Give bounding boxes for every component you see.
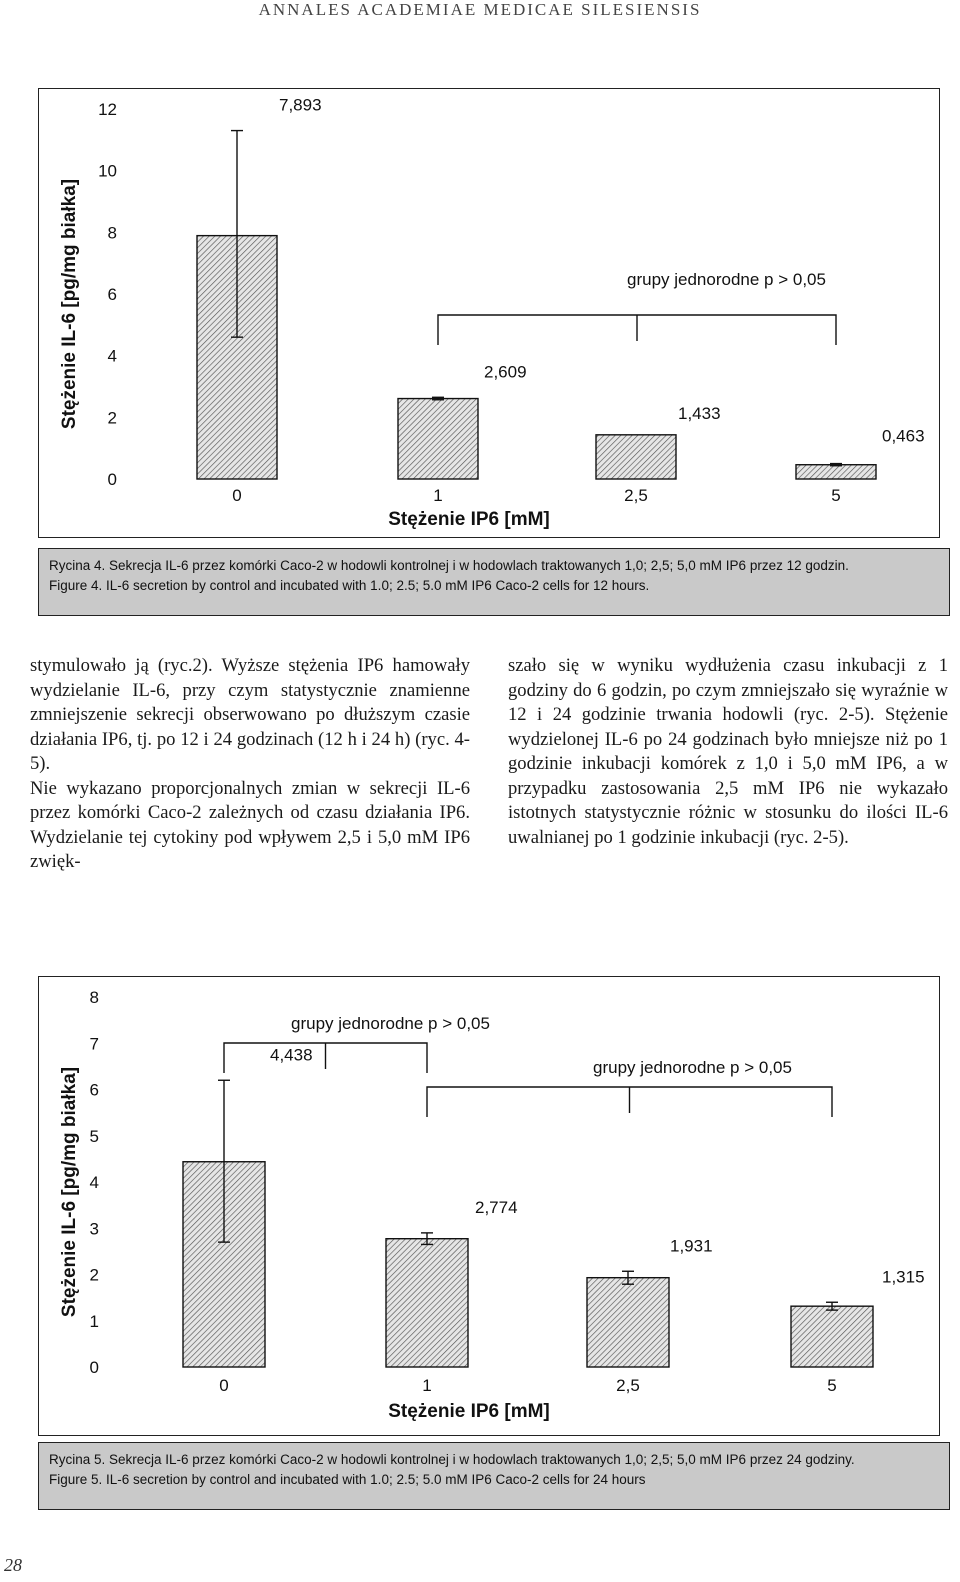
- y-tick-label: 3: [89, 1219, 99, 1239]
- y-tick-label: 8: [89, 988, 99, 1007]
- data-label: 1,315: [882, 1267, 925, 1287]
- y-axis-label: Stężenie IL-6 [pg/mg białka]: [59, 1066, 80, 1318]
- bar: [596, 435, 676, 479]
- figure-4-caption-en: Figure 4. IL-6 secretion by control and incubated with 1.0; 2.5; 5.0 mM IP6 Caco-2 cells for 12 hours.: [49, 578, 650, 593]
- data-label: 1,931: [670, 1236, 713, 1256]
- bracket-label: grupy jednorodne p > 0,05: [593, 1058, 792, 1077]
- figure-5-caption-en: Figure 5. IL-6 secretion by control and incubated with 1.0; 2.5; 5.0 mM IP6 Caco-2 cells for 24 hours: [49, 1472, 646, 1487]
- data-label: 1,433: [678, 403, 721, 423]
- x-axis-label: Stężenie IP6 [mM]: [388, 1401, 550, 1422]
- x-tick-label: 5: [831, 486, 841, 505]
- body-paragraph: stymulowało ją (ryc.2). Wyższe stężenia IP6 hamowały wydzielanie IL-6, przy czym statystycznie znamienne zmniejszenie sekrecji obserwowano po dłuższym czasie działania IP6, tj. po 12 i 24 godzinach (12 h i 24 h) (ryc. 4-5).: [30, 655, 470, 774]
- x-tick-label: 1: [433, 486, 443, 505]
- bar: [587, 1278, 669, 1367]
- bar: [791, 1306, 873, 1367]
- y-tick-label: 0: [89, 1358, 99, 1377]
- x-tick-label: 5: [827, 1376, 837, 1395]
- figure-4-chart: [39, 89, 939, 537]
- data-label: 7,893: [279, 95, 322, 115]
- figure-4-caption: [38, 548, 950, 616]
- bracket-label: grupy jednorodne p > 0,05: [627, 270, 826, 289]
- x-tick-label: 0: [232, 486, 242, 505]
- data-label: 4,438: [270, 1045, 313, 1065]
- x-axis-label: Stężenie IP6 [mM]: [388, 509, 550, 530]
- x-tick-label: 0: [219, 1376, 229, 1395]
- y-axis-label: Stężenie IL-6 [pg/mg białka]: [59, 178, 80, 430]
- y-tick-label: 4: [107, 346, 117, 366]
- x-tick-label: 2,5: [616, 1376, 640, 1395]
- figure-5-caption: [38, 1442, 950, 1510]
- y-tick-label: 12: [98, 100, 117, 119]
- figure-4-chart-box: [38, 88, 940, 538]
- data-label: 2,774: [475, 1197, 518, 1217]
- y-tick-label: 6: [89, 1080, 99, 1100]
- y-tick-label: 5: [89, 1126, 99, 1146]
- x-tick-label: 2,5: [624, 486, 648, 505]
- figure-4-caption-pl: Rycina 4. Sekrecja IL-6 przez komórki Caco-2 w hodowli kontrolnej i w hodowlach traktowanych 1,0; 2,5; 5,0 mM IP6 przez 12 godzin.: [49, 558, 849, 573]
- y-tick-label: 0: [107, 470, 117, 489]
- y-tick-label: 2: [107, 408, 117, 428]
- data-label: 0,463: [882, 426, 925, 446]
- y-tick-label: 2: [89, 1265, 99, 1285]
- figure-5-chart: [39, 977, 939, 1435]
- body-column-left: [30, 654, 470, 875]
- data-label: 2,609: [484, 362, 527, 382]
- figure-5-caption-pl: Rycina 5. Sekrecja IL-6 przez komórki Caco-2 w hodowli kontrolnej i w hodowlach traktowanych 1,0; 2,5; 5,0 mM IP6 przez 24 godziny.: [49, 1452, 855, 1467]
- figure-5-chart-box: [38, 976, 940, 1436]
- running-header: ANNALES ACADEMIAE MEDICAE SILESIENSIS: [258, 0, 702, 19]
- bar: [796, 465, 876, 479]
- y-tick-label: 10: [98, 161, 117, 181]
- y-tick-label: 6: [107, 285, 117, 304]
- y-tick-label: 7: [89, 1034, 99, 1054]
- x-tick-label: 1: [422, 1376, 432, 1395]
- bar: [386, 1239, 468, 1367]
- bar: [398, 399, 478, 479]
- bracket-label: grupy jednorodne p > 0,05: [291, 1014, 490, 1033]
- page-number: 28: [4, 1555, 22, 1575]
- y-tick-label: 8: [107, 223, 117, 243]
- y-tick-label: 1: [89, 1311, 99, 1331]
- y-tick-label: 4: [89, 1173, 99, 1192]
- body-paragraph: szało się w wyniku wydłużenia czasu inkubacji z 1 godziny do 6 godzin, po czym zmniejszało się wyraźnie w 12 i 24 godzinie trwania hodowli (ryc. 2-5). Stężenie wydzielonej IL-6 po 24 godzinach było mniejsze niż po 1 godzinie inkubacji komórek z 1,0 i 5,0 mM IP6, a w przypadku zastosowania 2,5 mM IP6 nie wykazało istotnych statystycznie różnic w stosunku do ilości IL-6 uwalnianej po 1 godzinie inkubacji (ryc. 2-5).: [508, 655, 948, 848]
- body-column-right: [508, 654, 948, 850]
- body-paragraph: Nie wykazano proporcjonalnych zmian w sekrecji IL-6 przez komórki Caco-2 zależnych od czasu działania IP6. Wydzielanie tej cytokiny pod wpływem 2,5 i 5,0 mM IP6 zwięk-: [30, 777, 470, 872]
